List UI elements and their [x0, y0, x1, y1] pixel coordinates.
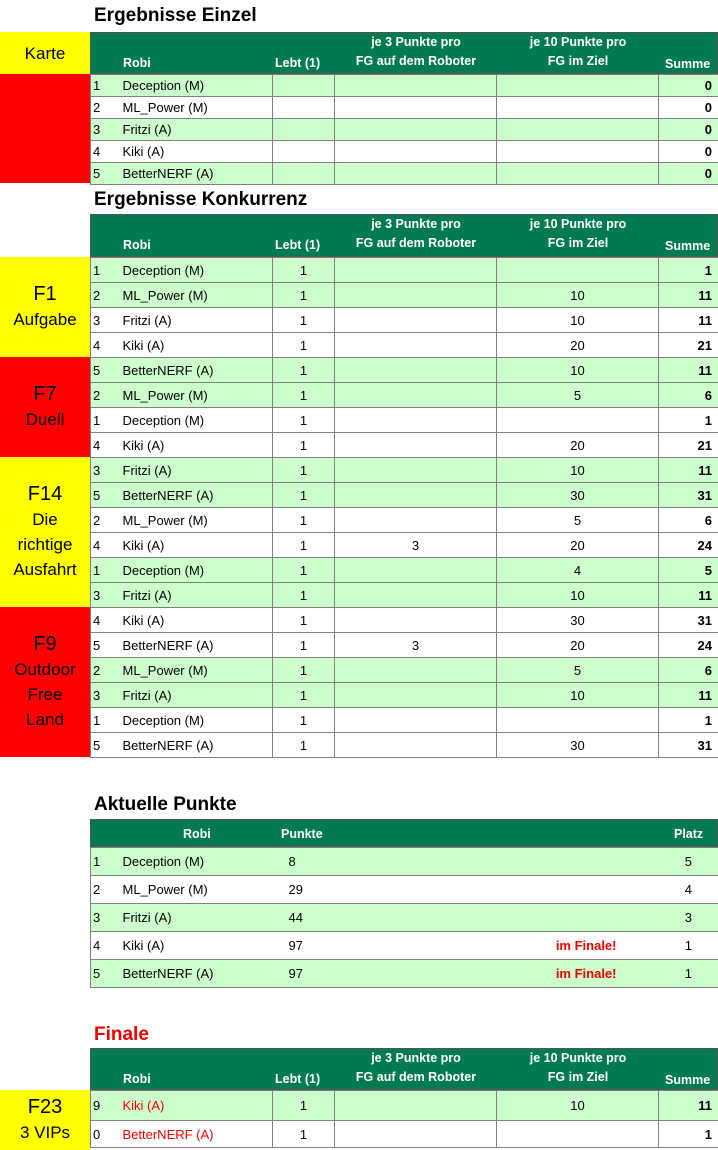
row-number: 0 — [91, 1121, 117, 1148]
robi-name: Kiki (A) — [117, 608, 273, 633]
finale-side-code: F23 — [27, 1096, 63, 1118]
finale-side-name: 3 VIPs — [19, 1123, 71, 1142]
group-f14-name-3: Ausfahrt — [13, 560, 77, 579]
header-fg-ziel-2: FG im Ziel — [547, 236, 609, 250]
table-row — [91, 633, 718, 658]
fg-robot-value — [335, 358, 497, 383]
lebt-value: 1 — [273, 383, 335, 408]
header-platz: Platz — [674, 827, 704, 841]
table-row — [91, 658, 718, 683]
row-number: 5 — [91, 633, 117, 658]
fg-robot-value — [335, 283, 497, 308]
fg-ziel-value: 10 — [497, 358, 659, 383]
header-lebt: Lebt (1) — [275, 56, 321, 70]
lebt-value: 1 — [273, 333, 335, 358]
konkurrenz-rows — [91, 258, 718, 758]
group-f1-code: F1 — [33, 283, 57, 305]
platz-value: 4 — [619, 876, 718, 904]
table-row — [91, 876, 718, 904]
einzel-side-karte — [0, 32, 90, 74]
fg-ziel-value: 10 — [497, 283, 659, 308]
summe-value: 24 — [659, 533, 718, 558]
fg-ziel-value: 5 — [497, 383, 659, 408]
robi-name: Deception (M) — [117, 408, 273, 433]
lebt-value: 1 — [273, 583, 335, 608]
table-row — [91, 408, 718, 433]
table-row — [91, 608, 718, 633]
konkurrenz-table — [90, 257, 718, 758]
robi-name: Kiki (A) — [117, 141, 273, 163]
header-fg-ziel-2: FG im Ziel — [547, 54, 609, 68]
table-row — [91, 932, 718, 960]
summe-value: 0 — [659, 119, 718, 141]
summe-value: 0 — [659, 141, 718, 163]
header-fg-robot-1: je 3 Punkte pro — [371, 217, 461, 231]
fg-ziel-value: 5 — [497, 508, 659, 533]
row-number: 4 — [91, 608, 117, 633]
table-row — [91, 75, 718, 97]
fg-robot-value — [335, 658, 497, 683]
summe-value: 1 — [659, 1121, 718, 1148]
platz-value: 5 — [619, 848, 718, 876]
fg-robot-value — [335, 97, 497, 119]
summe-value: 1 — [659, 258, 718, 283]
table-row — [91, 708, 718, 733]
robi-name: Kiki (A) — [117, 533, 273, 558]
table-row — [91, 358, 718, 383]
lebt-value — [273, 119, 335, 141]
robi-name: Deception (M) — [117, 558, 273, 583]
lebt-value: 1 — [273, 483, 335, 508]
punkte-value: 44 — [273, 904, 373, 932]
robi-name: Fritzi (A) — [117, 583, 273, 608]
lebt-value: 1 — [273, 708, 335, 733]
lebt-value: 1 — [273, 508, 335, 533]
einzel-title: Ergebnisse Einzel — [94, 5, 257, 26]
table-row — [91, 97, 718, 119]
summe-value: 11 — [659, 583, 718, 608]
finale-header — [90, 1048, 718, 1090]
fg-ziel-value: 10 — [497, 458, 659, 483]
konkurrenz-header — [90, 214, 718, 257]
summe-value: 6 — [659, 383, 718, 408]
fg-robot-value — [335, 258, 497, 283]
header-fg-ziel-1: je 10 Punkte pro — [529, 35, 627, 49]
row-number: 2 — [91, 508, 117, 533]
row-number: 5 — [91, 960, 117, 988]
group-f9-name-2: Free — [27, 685, 63, 704]
fg-robot-value — [335, 383, 497, 408]
lebt-value — [273, 75, 335, 97]
robi-name: Kiki (A) — [117, 932, 273, 960]
fg-robot-value — [335, 1121, 497, 1148]
fg-ziel-value — [497, 75, 659, 97]
row-number: 4 — [91, 141, 117, 163]
einzel-header — [90, 32, 718, 74]
fg-ziel-value: 4 — [497, 558, 659, 583]
row-number: 5 — [91, 358, 117, 383]
table-row — [91, 558, 718, 583]
fg-robot-value: 3 — [335, 633, 497, 658]
lebt-value: 1 — [273, 533, 335, 558]
einzel-side-label: Karte — [24, 43, 66, 63]
header-fg-robot-1: je 3 Punkte pro — [371, 35, 461, 49]
header-robi: Robi — [123, 1072, 151, 1086]
fg-ziel-value: 10 — [497, 1091, 659, 1121]
robi-name: BetterNERF (A) — [117, 960, 273, 988]
robi-name: Kiki (A) — [117, 1091, 273, 1121]
row-number: 2 — [91, 658, 117, 683]
lebt-value: 1 — [273, 658, 335, 683]
summe-value: 6 — [659, 508, 718, 533]
summe-value: 0 — [659, 163, 718, 185]
robi-name: BetterNERF (A) — [117, 483, 273, 508]
group-f14-name-1: Die — [32, 510, 58, 529]
robi-name: BetterNERF (A) — [117, 358, 273, 383]
fg-robot-value: 3 — [335, 533, 497, 558]
finale-note — [373, 876, 619, 904]
robi-name: Fritzi (A) — [117, 904, 273, 932]
fg-robot-value — [335, 683, 497, 708]
row-number: 5 — [91, 483, 117, 508]
finale-note — [373, 904, 619, 932]
table-row — [91, 683, 718, 708]
punkte-value: 97 — [273, 932, 373, 960]
table-row — [91, 508, 718, 533]
row-number: 1 — [91, 558, 117, 583]
row-number: 5 — [91, 163, 117, 185]
punkte-rows — [91, 848, 718, 988]
robi-name: ML_Power (M) — [117, 383, 273, 408]
summe-value: 0 — [659, 97, 718, 119]
group-f7-code: F7 — [33, 383, 57, 405]
fg-ziel-value — [497, 408, 659, 433]
table-row — [91, 733, 718, 758]
finale-side — [0, 1090, 90, 1150]
robi-name: Deception (M) — [117, 258, 273, 283]
konkurrenz-title: Ergebnisse Konkurrenz — [94, 189, 308, 210]
lebt-value: 1 — [273, 633, 335, 658]
robi-name: Fritzi (A) — [117, 683, 273, 708]
einzel-rows — [91, 75, 718, 185]
summe-value: 11 — [659, 1091, 718, 1121]
group-f14 — [0, 457, 90, 607]
fg-ziel-value: 30 — [497, 733, 659, 758]
fg-ziel-value: 20 — [497, 633, 659, 658]
row-number: 2 — [91, 383, 117, 408]
lebt-value: 1 — [273, 308, 335, 333]
group-f1 — [0, 257, 90, 357]
fg-ziel-value — [497, 141, 659, 163]
fg-robot-value — [335, 558, 497, 583]
table-row — [91, 383, 718, 408]
row-number: 4 — [91, 533, 117, 558]
fg-ziel-value: 20 — [497, 533, 659, 558]
fg-ziel-value: 10 — [497, 308, 659, 333]
summe-value: 31 — [659, 483, 718, 508]
fg-ziel-value — [497, 258, 659, 283]
fg-ziel-value: 30 — [497, 608, 659, 633]
table-row — [91, 458, 718, 483]
table-row — [91, 163, 718, 185]
robi-name: ML_Power (M) — [117, 97, 273, 119]
header-robi: Robi — [123, 56, 151, 70]
table-row — [91, 433, 718, 458]
summe-value: 0 — [659, 75, 718, 97]
fg-robot-value — [335, 458, 497, 483]
fg-robot-value — [335, 141, 497, 163]
summe-value: 24 — [659, 633, 718, 658]
header-fg-ziel-2: FG im Ziel — [547, 1070, 609, 1084]
table-row — [91, 119, 718, 141]
table-row — [91, 1091, 718, 1121]
fg-robot-value — [335, 483, 497, 508]
summe-value: 21 — [659, 333, 718, 358]
fg-robot-value — [335, 608, 497, 633]
summe-value: 11 — [659, 358, 718, 383]
table-row — [91, 141, 718, 163]
robi-name: ML_Power (M) — [117, 658, 273, 683]
table-row — [91, 533, 718, 558]
punkte-title: Aktuelle Punkte — [94, 794, 237, 815]
fg-robot-value — [335, 583, 497, 608]
lebt-value — [273, 97, 335, 119]
robi-name: ML_Power (M) — [117, 508, 273, 533]
platz-value: 3 — [619, 904, 718, 932]
einzel-side-red — [0, 74, 90, 183]
robi-name: BetterNERF (A) — [117, 733, 273, 758]
lebt-value: 1 — [273, 733, 335, 758]
lebt-value: 1 — [273, 283, 335, 308]
fg-ziel-value: 10 — [497, 583, 659, 608]
robi-name: BetterNERF (A) — [117, 1121, 273, 1148]
fg-robot-value — [335, 733, 497, 758]
group-f9 — [0, 607, 90, 757]
row-number: 2 — [91, 283, 117, 308]
row-number: 1 — [91, 848, 117, 876]
table-row — [91, 308, 718, 333]
summe-value: 1 — [659, 708, 718, 733]
row-number: 3 — [91, 458, 117, 483]
finale-note: im Finale! — [373, 932, 619, 960]
header-lebt: Lebt (1) — [275, 238, 321, 252]
finale-rows — [91, 1091, 718, 1148]
lebt-value: 1 — [273, 1091, 335, 1121]
punkte-header — [90, 819, 718, 847]
header-fg-ziel-1: je 10 Punkte pro — [529, 217, 627, 231]
group-f14-name-2: richtige — [17, 535, 73, 554]
robi-name: Deception (M) — [117, 708, 273, 733]
robi-name: Kiki (A) — [117, 433, 273, 458]
summe-value: 31 — [659, 608, 718, 633]
row-number: 1 — [91, 258, 117, 283]
row-number: 2 — [91, 876, 117, 904]
finale-note — [373, 848, 619, 876]
group-f1-name: Aufgabe — [13, 310, 77, 329]
table-row — [91, 583, 718, 608]
header-robi: Robi — [183, 827, 211, 841]
lebt-value: 1 — [273, 358, 335, 383]
fg-ziel-value — [497, 119, 659, 141]
fg-robot-value — [335, 708, 497, 733]
punkte-value: 8 — [273, 848, 373, 876]
table-row — [91, 904, 718, 932]
group-f9-name-1: Outdoor — [14, 660, 76, 679]
row-number: 4 — [91, 333, 117, 358]
fg-ziel-value: 20 — [497, 333, 659, 358]
robi-name: Fritzi (A) — [117, 308, 273, 333]
robi-name: Deception (M) — [117, 75, 273, 97]
fg-robot-value — [335, 433, 497, 458]
lebt-value: 1 — [273, 258, 335, 283]
summe-value: 11 — [659, 283, 718, 308]
table-row — [91, 258, 718, 283]
fg-robot-value — [335, 119, 497, 141]
punkte-value: 29 — [273, 876, 373, 904]
row-number: 5 — [91, 733, 117, 758]
header-summe: Summe — [665, 1073, 711, 1087]
fg-ziel-value: 10 — [497, 683, 659, 708]
summe-value: 1 — [659, 408, 718, 433]
robi-name: Deception (M) — [117, 848, 273, 876]
lebt-value: 1 — [273, 408, 335, 433]
row-number: 3 — [91, 904, 117, 932]
fg-ziel-value: 30 — [497, 483, 659, 508]
fg-ziel-value — [497, 708, 659, 733]
row-number: 1 — [91, 75, 117, 97]
header-fg-robot-2: FG auf dem Roboter — [355, 54, 477, 68]
summe-value: 11 — [659, 308, 718, 333]
header-fg-robot-2: FG auf dem Roboter — [355, 1070, 477, 1084]
summe-value: 6 — [659, 658, 718, 683]
robi-name: BetterNERF (A) — [117, 633, 273, 658]
lebt-value — [273, 141, 335, 163]
row-number: 3 — [91, 119, 117, 141]
group-f7-name: Duell — [25, 410, 65, 429]
lebt-value — [273, 163, 335, 185]
group-f9-code: F9 — [33, 633, 57, 655]
fg-ziel-value — [497, 163, 659, 185]
group-f7 — [0, 357, 90, 457]
fg-ziel-value: 5 — [497, 658, 659, 683]
fg-robot-value — [335, 75, 497, 97]
finale-table — [90, 1090, 718, 1148]
lebt-value: 1 — [273, 1121, 335, 1148]
robi-name: Kiki (A) — [117, 333, 273, 358]
lebt-value: 1 — [273, 433, 335, 458]
fg-ziel-value — [497, 1121, 659, 1148]
table-row — [91, 333, 718, 358]
group-f9-name-3: Land — [26, 710, 64, 729]
row-number: 4 — [91, 433, 117, 458]
summe-value: 11 — [659, 683, 718, 708]
header-fg-ziel-1: je 10 Punkte pro — [529, 1051, 627, 1065]
header-summe: Summe — [665, 57, 711, 71]
platz-value: 1 — [619, 960, 718, 988]
summe-value: 21 — [659, 433, 718, 458]
row-number: 3 — [91, 583, 117, 608]
header-lebt: Lebt (1) — [275, 1072, 321, 1086]
fg-robot-value — [335, 508, 497, 533]
table-row — [91, 283, 718, 308]
row-number: 3 — [91, 308, 117, 333]
platz-value: 1 — [619, 932, 718, 960]
punkte-table — [90, 847, 718, 988]
robi-name: ML_Power (M) — [117, 876, 273, 904]
finale-title: Finale — [94, 1024, 149, 1045]
robi-name: ML_Power (M) — [117, 283, 273, 308]
header-punkte: Punkte — [281, 827, 323, 841]
fg-robot-value — [335, 1091, 497, 1121]
header-robi: Robi — [123, 238, 151, 252]
robi-name: BetterNERF (A) — [117, 163, 273, 185]
summe-value: 11 — [659, 458, 718, 483]
finale-note: im Finale! — [373, 960, 619, 988]
lebt-value: 1 — [273, 458, 335, 483]
robi-name: Fritzi (A) — [117, 458, 273, 483]
robi-name: Fritzi (A) — [117, 119, 273, 141]
table-row — [91, 1121, 718, 1148]
punkte-value: 97 — [273, 960, 373, 988]
row-number: 1 — [91, 708, 117, 733]
table-row — [91, 960, 718, 988]
fg-ziel-value — [497, 97, 659, 119]
group-f14-code: F14 — [27, 483, 63, 505]
summe-value: 5 — [659, 558, 718, 583]
fg-robot-value — [335, 308, 497, 333]
einzel-table — [90, 74, 718, 185]
lebt-value: 1 — [273, 608, 335, 633]
table-row — [91, 483, 718, 508]
header-summe: Summe — [665, 239, 711, 253]
fg-robot-value — [335, 333, 497, 358]
summe-value: 31 — [659, 733, 718, 758]
fg-ziel-value: 20 — [497, 433, 659, 458]
row-number: 4 — [91, 932, 117, 960]
row-number: 9 — [91, 1091, 117, 1121]
lebt-value: 1 — [273, 558, 335, 583]
row-number: 3 — [91, 683, 117, 708]
fg-robot-value — [335, 408, 497, 433]
header-fg-robot-1: je 3 Punkte pro — [371, 1051, 461, 1065]
fg-robot-value — [335, 163, 497, 185]
lebt-value: 1 — [273, 683, 335, 708]
table-row — [91, 848, 718, 876]
header-fg-robot-2: FG auf dem Roboter — [355, 236, 477, 250]
row-number: 2 — [91, 97, 117, 119]
row-number: 1 — [91, 408, 117, 433]
